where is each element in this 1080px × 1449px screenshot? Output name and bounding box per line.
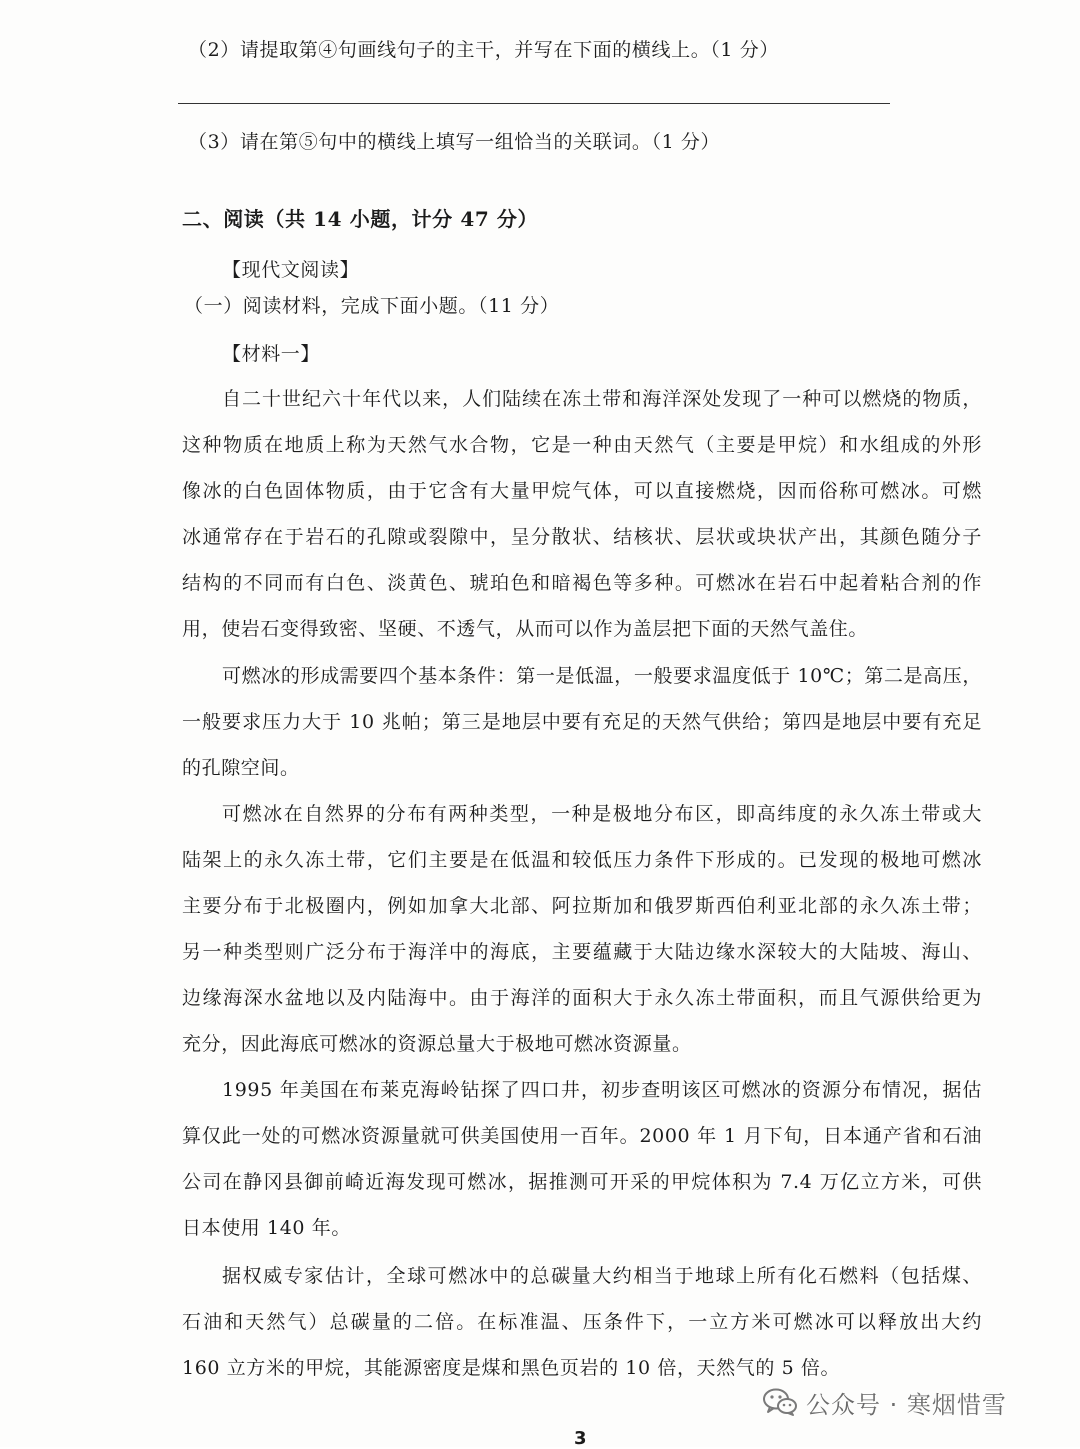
- passage-line: 用，使岩石变得致密、坚硬、不透气，从而可以作为盖层把下面的天然气盖住。: [182, 618, 869, 640]
- passage-line: 可燃冰在自然界的分布有两种类型，一种是极地分布区，即高纬度的永久冻土带或大: [222, 803, 982, 825]
- page-number: 3: [574, 1428, 587, 1449]
- passage-line: 陆架上的永久冻土带，它们主要是在低温和较低压力条件下形成的。已发现的极地可燃冰: [182, 849, 982, 871]
- passage-line: 公司在静冈县御前崎近海发现可燃冰，据推测可开采的甲烷体积为 7.4 万亿立方米，可供: [182, 1171, 982, 1193]
- answer-line[interactable]: [178, 103, 890, 104]
- wechat-icon: [762, 1387, 798, 1417]
- passage-line: 另一种类型则广泛分布于海洋中的海底，主要蕴藏于大陆边缘水深较大的大陆坡、海山、: [182, 941, 982, 963]
- modern-reading-label: 【现代文阅读】: [222, 259, 360, 281]
- material-one-label: 【材料一】: [222, 343, 321, 365]
- passage-line: 边缘海深水盆地以及内陆海中。由于海洋的面积大于永久冻土带面积，而且气源供给更为: [182, 987, 982, 1009]
- passage-line: 冰通常存在于岩石的孔隙或裂隙中，呈分散状、结核状、层状或块状产出，其颜色随分子: [182, 526, 982, 548]
- wechat-watermark: [762, 1382, 1007, 1422]
- part-one-instruction: （一）阅读材料，完成下面小题。（11 分）: [184, 295, 560, 317]
- question-3: （3）请在第⑤句中的横线上填写一组恰当的关联词。（1 分）: [188, 131, 721, 153]
- passage-line: 的孔隙空间。: [182, 757, 300, 779]
- passage-line: 算仅此一处的可燃冰资源量就可供美国使用一百年。2000 年 1 月下旬，日本通产省和石油: [182, 1125, 982, 1147]
- watermark-text: 公众号 · 寒烟惜雪: [806, 1390, 1007, 1419]
- question-2: （2）请提取第④句画线句子的主干，并写在下面的横线上。（1 分）: [188, 39, 779, 61]
- passage-line: 1995 年美国在布莱克海岭钻探了四口井，初步查明该区可燃冰的资源分布情况，据估: [222, 1079, 982, 1101]
- passage-line: 像冰的白色固体物质，由于它含有大量甲烷气体，可以直接燃烧，因而俗称可燃冰。可燃: [182, 480, 982, 502]
- passage-line: 充分，因此海底可燃冰的资源总量大于极地可燃冰资源量。: [182, 1033, 692, 1055]
- passage-line: 自二十世纪六十年代以来，人们陆续在冻土带和海洋深处发现了一种可以燃烧的物质，: [222, 388, 982, 410]
- passage-line: 160 立方米的甲烷，其能源密度是煤和黑色页岩的 10 倍，天然气的 5 倍。: [182, 1357, 841, 1379]
- passage-line: 据权威专家估计，全球可燃冰中的总碳量大约相当于地球上所有化石燃料（包括煤、: [222, 1265, 982, 1287]
- passage-line: 主要分布于北极圈内，例如加拿大北部、阿拉斯加和俄罗斯西伯利亚北部的永久冻土带；: [182, 895, 982, 917]
- passage-line: 石油和天然气）总碳量的二倍。在标准温、压条件下，一立方米可燃冰可以释放出大约: [182, 1311, 982, 1333]
- section-heading: 二、阅读（共 14 小题，计分 47 分）: [182, 207, 539, 231]
- passage-line: 这种物质在地质上称为天然气水合物，它是一种由天然气（主要是甲烷）和水组成的外形: [182, 434, 982, 456]
- passage-line: 一般要求压力大于 10 兆帕；第三是地层中要有充足的天然气供给；第四是地层中要有充足: [182, 711, 982, 733]
- passage-line: 日本使用 140 年。: [182, 1217, 351, 1239]
- passage-line: 可燃冰的形成需要四个基本条件：第一是低温，一般要求温度低于 10℃；第二是高压，: [222, 665, 982, 687]
- passage-line: 结构的不同而有白色、淡黄色、琥珀色和暗褐色等多种。可燃冰在岩石中起着粘合剂的作: [182, 572, 982, 594]
